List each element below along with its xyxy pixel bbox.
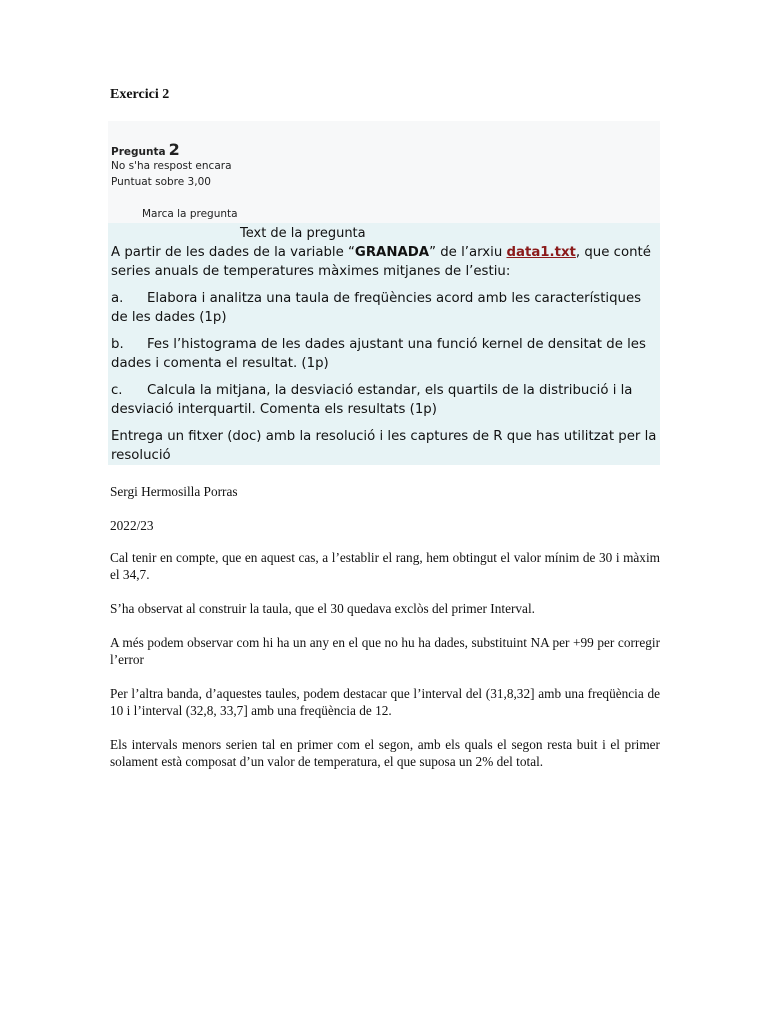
intro-before: A partir de les dades de la variable “ bbox=[111, 245, 355, 260]
question-item-b bbox=[111, 335, 657, 373]
flag-question-link[interactable]: Marca la pregunta bbox=[142, 208, 238, 220]
item-text: Elabora i analitza una taula de freqüències acord amb les característiques de les dades (1p) bbox=[111, 291, 642, 325]
answer-paragraph: S’ha observat al construir la taula, que el 30 quedava exclòs del primer Interval. bbox=[110, 601, 535, 616]
question-delivery-instructions: Entrega un fitxer (doc) amb la resolució i les captures de R que has utilitzat per la resolució bbox=[111, 429, 657, 463]
intro-after: , que conté series anuals de temperatures màximes mitjanes de l’estiu: bbox=[111, 245, 651, 279]
item-marker: a. bbox=[111, 291, 124, 306]
question-item-c bbox=[111, 381, 657, 419]
data-file-link[interactable]: data1.txt bbox=[506, 245, 576, 260]
answer-paragraph: Per l’altra banda, d’aquestes taules, podem destacar que l’interval del (31,8,32] amb una freqüència de 10 i l’interval (32,8, 33,7] amb una freqüència de 12. bbox=[110, 686, 660, 718]
question-info-panel bbox=[108, 121, 660, 223]
question-points: Puntuat sobre 3,00 bbox=[111, 176, 211, 188]
question-item-a bbox=[111, 289, 657, 327]
question-intro bbox=[111, 243, 657, 281]
question-status: No s'ha respost encara bbox=[111, 160, 232, 172]
question-text-panel bbox=[108, 223, 660, 465]
intro-middle: ” de l’arxiu bbox=[429, 245, 507, 260]
variable-name: GRANADA bbox=[354, 245, 430, 260]
item-text: Calcula la mitjana, la desviació estandar, els quartils de la distribució i la desviació interquartil. Comenta els resultats (1p) bbox=[111, 383, 633, 417]
item-marker: c. bbox=[111, 383, 123, 398]
item-text: Fes l’histograma de les dades ajustant una funció kernel de densitat de les dades i comenta el resultat. (1p) bbox=[111, 337, 646, 371]
exercise-title: Exercici 2 bbox=[110, 87, 170, 102]
author-name: Sergi Hermosilla Porras bbox=[110, 484, 238, 499]
answer-paragraph: A més podem observar com hi ha un any en el que no hu ha dades, substituint NA per +99 per corregir l’error bbox=[110, 635, 660, 667]
question-number: 2 bbox=[168, 140, 180, 159]
question-label bbox=[111, 140, 180, 159]
question-label-text: Pregunta bbox=[111, 146, 166, 158]
academic-year: 2022/23 bbox=[110, 518, 154, 533]
answer-paragraph: Cal tenir en compte, que en aquest cas, a l’establir el rang, hem obtingut el valor mínim de 30 i màxim el 34,7. bbox=[110, 550, 660, 582]
answer-paragraph: Els intervals menors serien tal en primer com el segon, amb els quals el segon resta buit i el primer solament està composat d’un valor de temperatura, el que suposa un 2% del total. bbox=[110, 737, 660, 769]
question-text-heading: Text de la pregunta bbox=[240, 226, 366, 241]
item-marker: b. bbox=[111, 337, 124, 352]
